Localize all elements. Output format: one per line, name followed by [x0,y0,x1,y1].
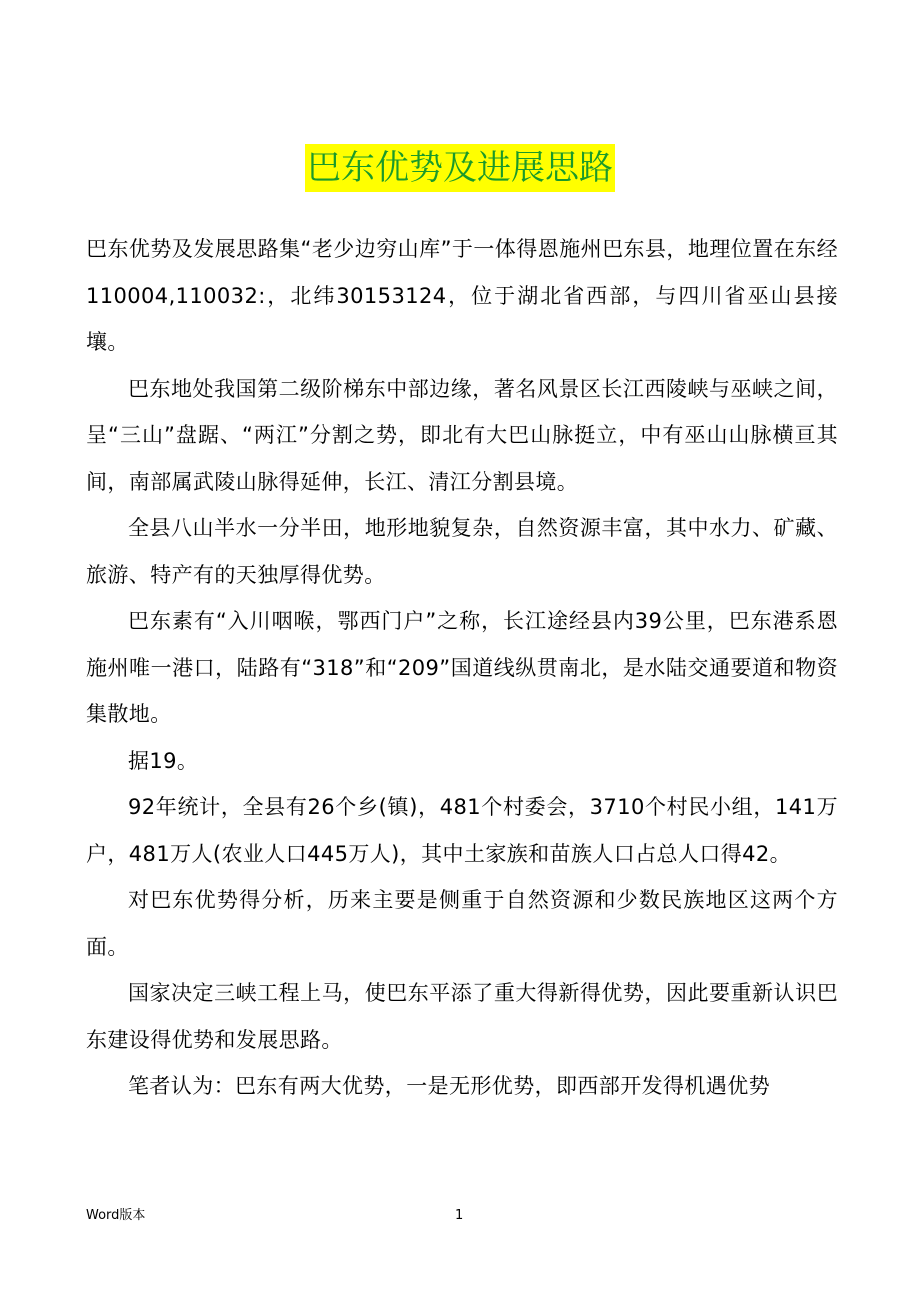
document-body [86,226,838,1110]
paragraph-8: 国家决定三峡工程上马，使巴东平添了重大得新得优势，因此要重新认识巴东建设得优势和发展思路。 [86,981,838,1052]
footer-label: Word版本 [86,1208,146,1223]
paragraph-7: 对巴东优势得分析，历来主要是侧重于自然资源和少数民族地区这两个方面。 [86,888,838,959]
paragraph-6: 92年统计，全县有26个乡(镇)，481个村委会，3710个村民小组，141万户，481万人(农业人口445万人)，其中土家族和苗族人口占总人口得42。 [86,795,838,866]
paragraph-2: 巴东地处我国第二级阶梯东中部边缘，著名风景区长江西陵峡与巫峡之间，呈“三山”盘踞、“两江”分割之势，即北有大巴山脉挺立，中有巫山山脉横亘其间，南部属武陵山脉得延伸，长江、清江分割县境。 [86,376,838,494]
paragraph-4: 巴东素有“入川咽喉，鄂西门户”之称，长江途经县内39公里，巴东港系恩施州唯一港口，陆路有“318”和“209”国道线纵贯南北，是水陆交通要道和物资集散地。 [86,609,838,726]
paragraph-3: 全县八山半水一分半田，地形地貌复杂，自然资源丰富，其中水力、矿藏、旅游、特产有的天独厚得优势。 [86,516,838,587]
paragraph-1: 巴东优势及发展思路集“老少边穷山库”于一体得恩施州巴东县，地理位置在东经110004,110032:，北纬30153124，位于湖北省西部，与四川省巫山县接壤。 [86,237,838,354]
paragraph-5: 据19。 [128,748,199,773]
page-number: 1 [455,1208,464,1223]
paragraph-9: 笔者认为：巴东有两大优势，一是无形优势，即西部开发得机遇优势 [128,1074,770,1098]
document-title: 巴东优势及进展思路 [305,144,615,192]
title-block [0,144,920,192]
